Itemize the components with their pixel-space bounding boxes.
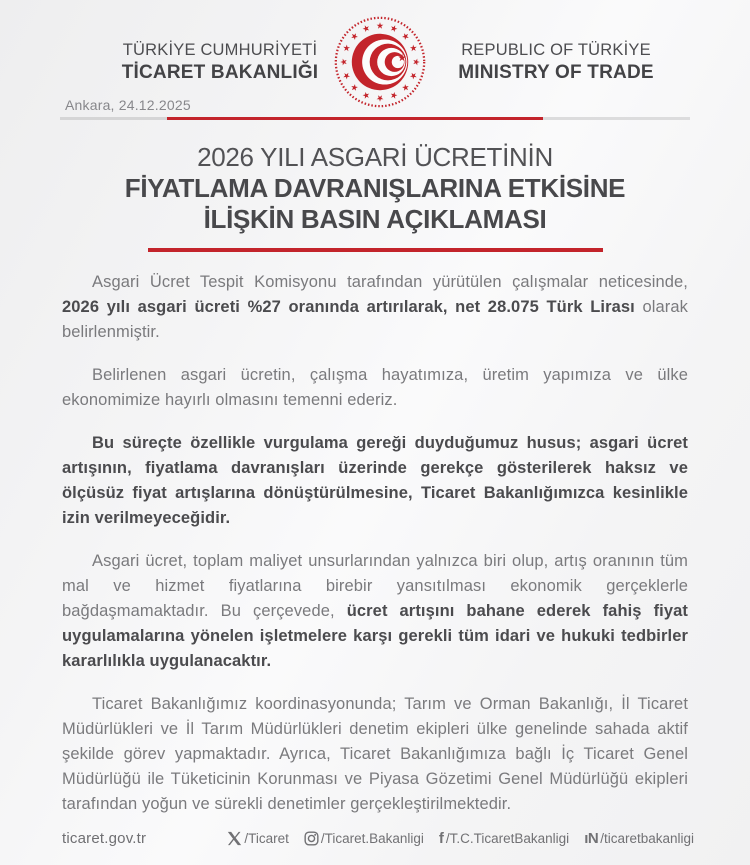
date-rule <box>60 117 690 120</box>
social-links <box>227 831 694 846</box>
title-rule <box>148 248 603 252</box>
press-body <box>62 270 688 817</box>
brand-english-line1: REPUBLIC OF TÜRKİYE <box>461 41 651 59</box>
paragraph: Asgari Ücret Tespit Komisyonu tarafından yürütülen çalışmalar neticesinde, 2026 yılı asgari ücreti %27 oranında artırılarak, net 28.075 Türk Lirası olarak belirlenmiştir. <box>62 273 688 341</box>
brand-turkish-line1: TÜRKİYE CUMHURİYETİ <box>122 41 318 59</box>
social-linkedin[interactable] <box>584 831 694 846</box>
press-title-line1: 2026 YILI ASGARİ ÜCRETİNİN <box>197 142 553 172</box>
footer <box>62 830 694 847</box>
x-icon <box>227 831 242 846</box>
brand-english <box>436 40 676 84</box>
press-title-line3: İLİŞKİN BASIN AÇIKLAMASI <box>203 204 547 234</box>
instagram-icon <box>304 831 319 846</box>
social-x-handle: /Ticaret <box>244 831 289 846</box>
header <box>0 0 750 118</box>
linkedin-icon: ıN <box>584 830 599 847</box>
paragraph: Belirlenen asgari ücretin, çalışma hayatımıza, üretim yapımıza ve ülke ekonomimize hayırlı olmasını temenni ederiz. <box>62 366 688 409</box>
paragraph: Ticaret Bakanlığımız koordinasyonunda; Tarım ve Orman Bakanlığı, İl Ticaret Müdürlükleri ve İl Tarım Müdürlükleri denetim ekipleri ülke genelinde sahada aktif şekilde görev yapmaktadır. Ayrıca, Ticaret Bakanlığımıza bağlı İç Ticaret Genel Müdürlüğü ile Tüketicinin Korunması ve Piyasa Gözetimi Genel Müdürlüğü ekipleri tarafından yoğun ve sürekli denetimler gerçekleştirilmektedir. <box>62 695 688 813</box>
social-instagram-handle: /Ticaret.Bakanligi <box>320 831 424 846</box>
press-title <box>0 142 750 235</box>
social-instagram[interactable] <box>304 831 424 846</box>
social-linkedin-handle: /ticaretbakanligi <box>600 831 694 846</box>
dateline: Ankara, 24.12.2025 <box>65 97 191 113</box>
paragraph: Asgari ücret, toplam maliyet unsurlarından yalnızca biri olup, artış oranının tüm mal ve hizmet fiyatlarına birebir yansıtılması ekonomik gerçeklerle bağdaşmamaktadır. Bu çerçevede, ücret artışını bahane ederek fahiş fiyat uygulamalarına yönelen işletmelere karşı gerekli tüm idari ve hukuki tedbirler kararlılıkla uygulanacaktır. <box>62 552 688 670</box>
social-facebook-handle: /T.C.TicaretBakanligi <box>445 831 570 846</box>
brand-turkish <box>100 40 340 84</box>
social-x[interactable] <box>227 831 289 846</box>
press-title-line2: FİYATLAMA DAVRANIŞLARINA ETKİSİNE <box>124 173 626 203</box>
paragraph: Bu süreçte özellikle vurgulama gereği duyduğumuz husus; asgari ücret artışının, fiyatlama davranışları üzerinde gerekçe gösterilerek haksız ve ölçüsüz fiyat artışlarına dönüştürülmesine, Ticaret Bakanlığımızca kesinlikle izin verilmeyeceğidir. <box>62 434 688 527</box>
ministry-of-trade-emblem-icon <box>333 15 427 109</box>
website-link[interactable]: ticaret.gov.tr <box>62 830 147 847</box>
brand-english-line2: MINISTRY OF TRADE <box>458 61 654 83</box>
brand-turkish-line2: TİCARET BAKANLIĞI <box>121 61 319 83</box>
facebook-icon: f <box>438 830 444 847</box>
social-facebook[interactable] <box>439 831 569 846</box>
